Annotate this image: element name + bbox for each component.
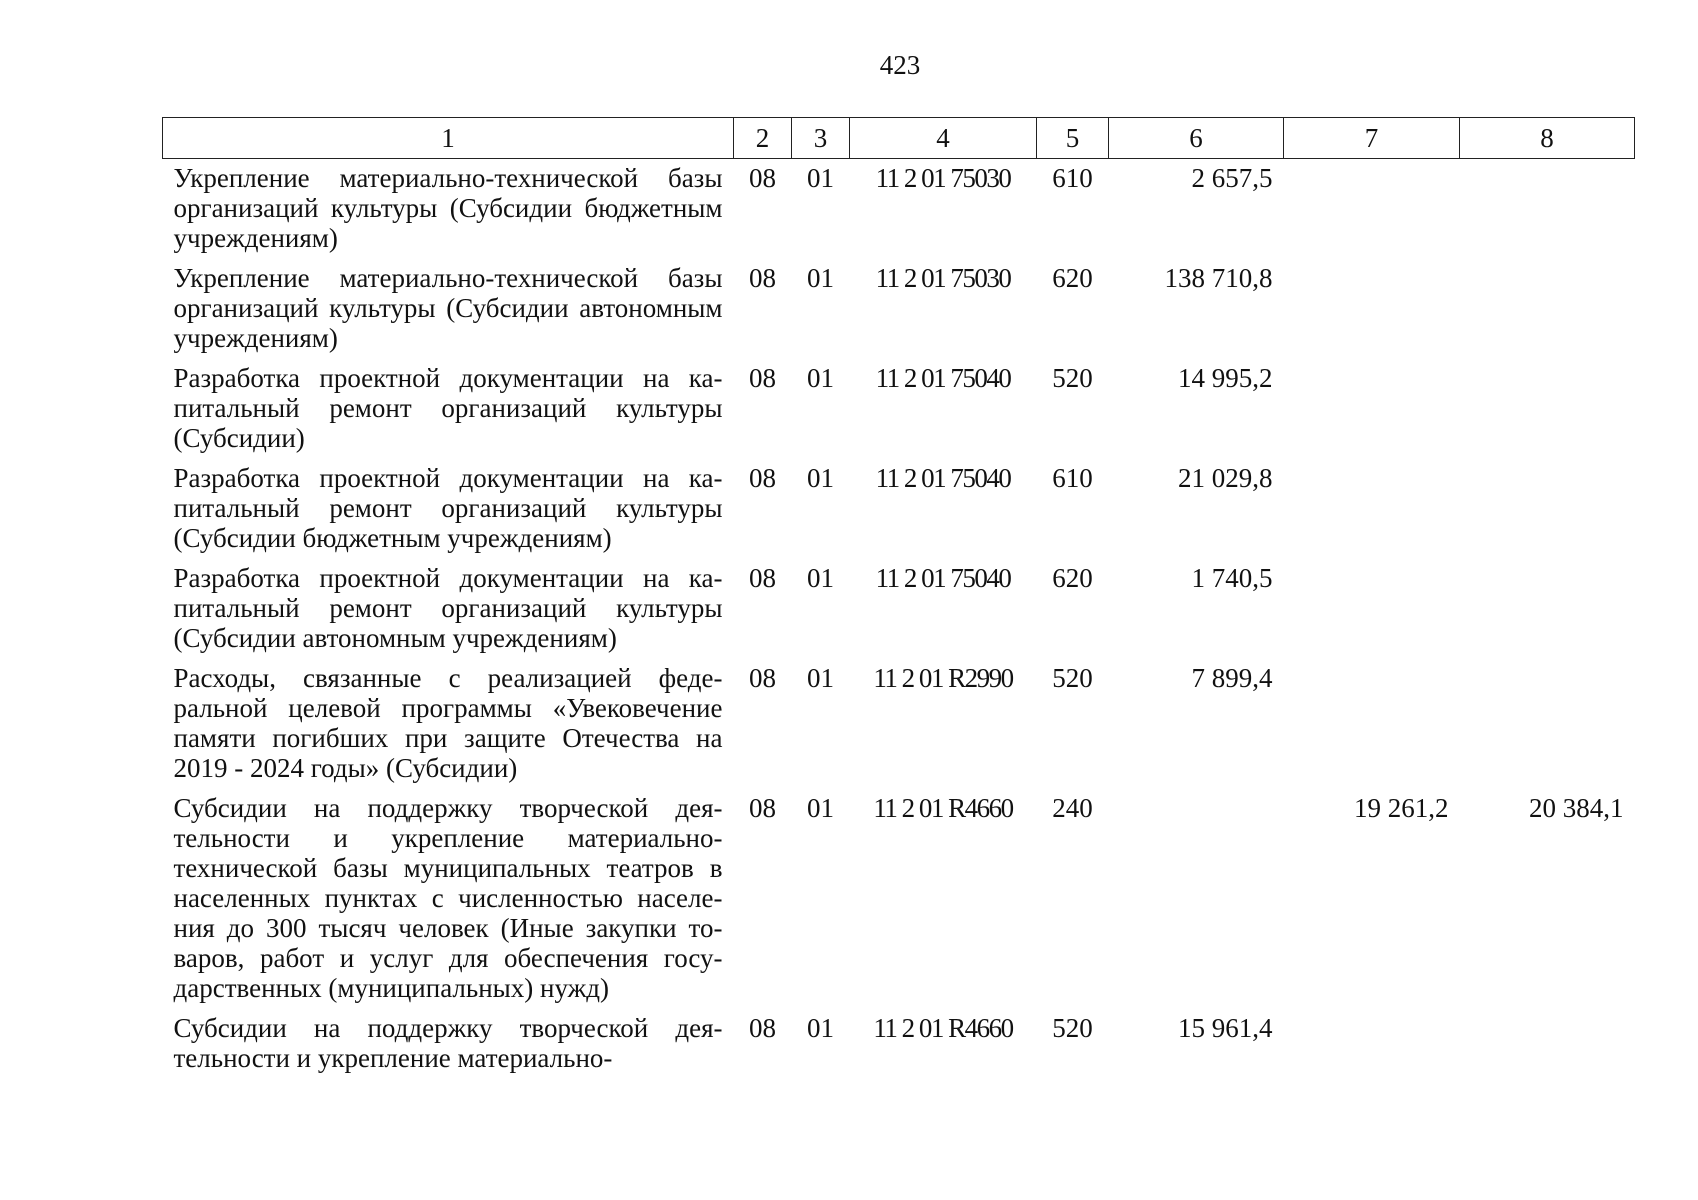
row-amount-col6: 2 657,5 <box>1191 163 1273 193</box>
row-subsection: 01 <box>807 563 834 593</box>
row-section: 08 <box>749 363 776 393</box>
header-col-8: 8 <box>1460 118 1635 159</box>
row-target-article: 11 2 01 R2990 <box>873 663 1013 693</box>
row-amount-col6: 21 029,8 <box>1178 463 1273 493</box>
row-expense-type: 610 <box>1052 463 1093 493</box>
row-name: Укрепление материально-технической базы организаций культуры (Субсидии бюджетным учреждениям) <box>173 163 723 253</box>
row-amount-col7 <box>1284 1013 1460 1083</box>
row-amount-col7 <box>1284 263 1460 363</box>
row-amount-col8 <box>1460 563 1635 663</box>
row-amount-col7 <box>1284 563 1460 663</box>
row-expense-type: 240 <box>1052 793 1093 823</box>
row-subsection: 01 <box>807 263 834 293</box>
row-section: 08 <box>749 163 776 193</box>
row-section: 08 <box>749 263 776 293</box>
row-section: 08 <box>749 1013 776 1043</box>
table-row <box>163 663 1635 793</box>
row-name: Субсидии на поддержку творческой деятельности и укрепление материально- <box>173 1013 723 1073</box>
row-expense-type: 610 <box>1052 163 1093 193</box>
row-name: Расходы, связанные с реализацией федеральной целевой программы «Увековечение памяти погибших при защите Отечества на 2019 - 2024 годы» (Субсидии) <box>173 663 723 783</box>
row-amount-col7 <box>1284 363 1460 463</box>
row-target-article: 11 2 01 R4660 <box>873 793 1013 823</box>
row-amount-col8 <box>1460 663 1635 793</box>
row-amount-col8 <box>1460 263 1635 363</box>
row-amount-col6: 1 740,5 <box>1191 563 1273 593</box>
row-expense-type: 520 <box>1052 363 1093 393</box>
table-row <box>163 263 1635 363</box>
header-row <box>163 118 1635 159</box>
row-amount-col6: 138 710,8 <box>1164 263 1273 293</box>
row-amount-col8 <box>1460 159 1635 264</box>
row-expense-type: 520 <box>1052 1013 1093 1043</box>
row-subsection: 01 <box>807 163 834 193</box>
row-amount-col6 <box>1109 793 1284 1013</box>
row-section: 08 <box>749 463 776 493</box>
row-subsection: 01 <box>807 793 834 823</box>
row-amount-col8 <box>1460 463 1635 563</box>
header-col-7: 7 <box>1284 118 1460 159</box>
row-subsection: 01 <box>807 463 834 493</box>
header-col-1: 1 <box>163 118 734 159</box>
row-target-article: 11 2 01 75030 <box>875 163 1011 193</box>
header-col-4: 4 <box>850 118 1037 159</box>
table-body <box>163 159 1635 1084</box>
row-section: 08 <box>749 663 776 693</box>
row-expense-type: 520 <box>1052 663 1093 693</box>
budget-table <box>162 117 1635 1083</box>
header-col-6: 6 <box>1109 118 1284 159</box>
row-name: Разработка проектной документации на капитальный ремонт организаций культуры (Субсидии) <box>173 363 723 453</box>
row-section: 08 <box>749 563 776 593</box>
row-target-article: 11 2 01 75040 <box>875 563 1011 593</box>
header-col-3: 3 <box>792 118 850 159</box>
row-target-article: 11 2 01 75030 <box>875 263 1011 293</box>
row-target-article: 11 2 01 75040 <box>875 463 1011 493</box>
row-amount-col6: 7 899,4 <box>1191 663 1273 693</box>
row-expense-type: 620 <box>1052 563 1093 593</box>
row-name: Укрепление материально-технической базы организаций культуры (Субсидии автономным учреждениям) <box>173 263 723 353</box>
table-row <box>163 363 1635 463</box>
row-amount-col6: 15 961,4 <box>1178 1013 1273 1043</box>
row-amount-col8 <box>1460 363 1635 463</box>
row-target-article: 11 2 01 75040 <box>875 363 1011 393</box>
row-subsection: 01 <box>807 363 834 393</box>
header-col-5: 5 <box>1037 118 1109 159</box>
row-target-article: 11 2 01 R4660 <box>873 1013 1013 1043</box>
row-amount-col7 <box>1284 463 1460 563</box>
row-section: 08 <box>749 793 776 823</box>
row-amount-col7: 19 261,2 <box>1354 793 1449 823</box>
row-amount-col7 <box>1284 159 1460 264</box>
row-name: Субсидии на поддержку творческой деятельности и укрепление материально-технической базы муниципальных театров в населенных пунктах с численностью населения до 300 тысяч человек (Иные закупки товаров, работ и услуг для обеспечения государственных (муниципальных) нужд) <box>173 793 723 1003</box>
table-row <box>163 463 1635 563</box>
table-row <box>163 159 1635 264</box>
header-col-2: 2 <box>734 118 792 159</box>
row-subsection: 01 <box>807 1013 834 1043</box>
row-amount-col8 <box>1460 1013 1635 1083</box>
table-row <box>163 793 1635 1013</box>
table-row <box>163 1013 1635 1083</box>
row-amount-col8: 20 384,1 <box>1529 793 1624 823</box>
row-expense-type: 620 <box>1052 263 1093 293</box>
row-amount-col6: 14 995,2 <box>1178 363 1273 393</box>
row-name: Разработка проектной документации на капитальный ремонт организаций культуры (Субсидии бюджетным учреждениям) <box>173 463 723 553</box>
page-number: 423 <box>879 50 921 80</box>
row-amount-col7 <box>1284 663 1460 793</box>
table-row <box>163 563 1635 663</box>
row-name: Разработка проектной документации на капитальный ремонт организаций культуры (Субсидии автономным учреждениям) <box>173 563 723 653</box>
row-subsection: 01 <box>807 663 834 693</box>
table-header <box>163 118 1635 159</box>
